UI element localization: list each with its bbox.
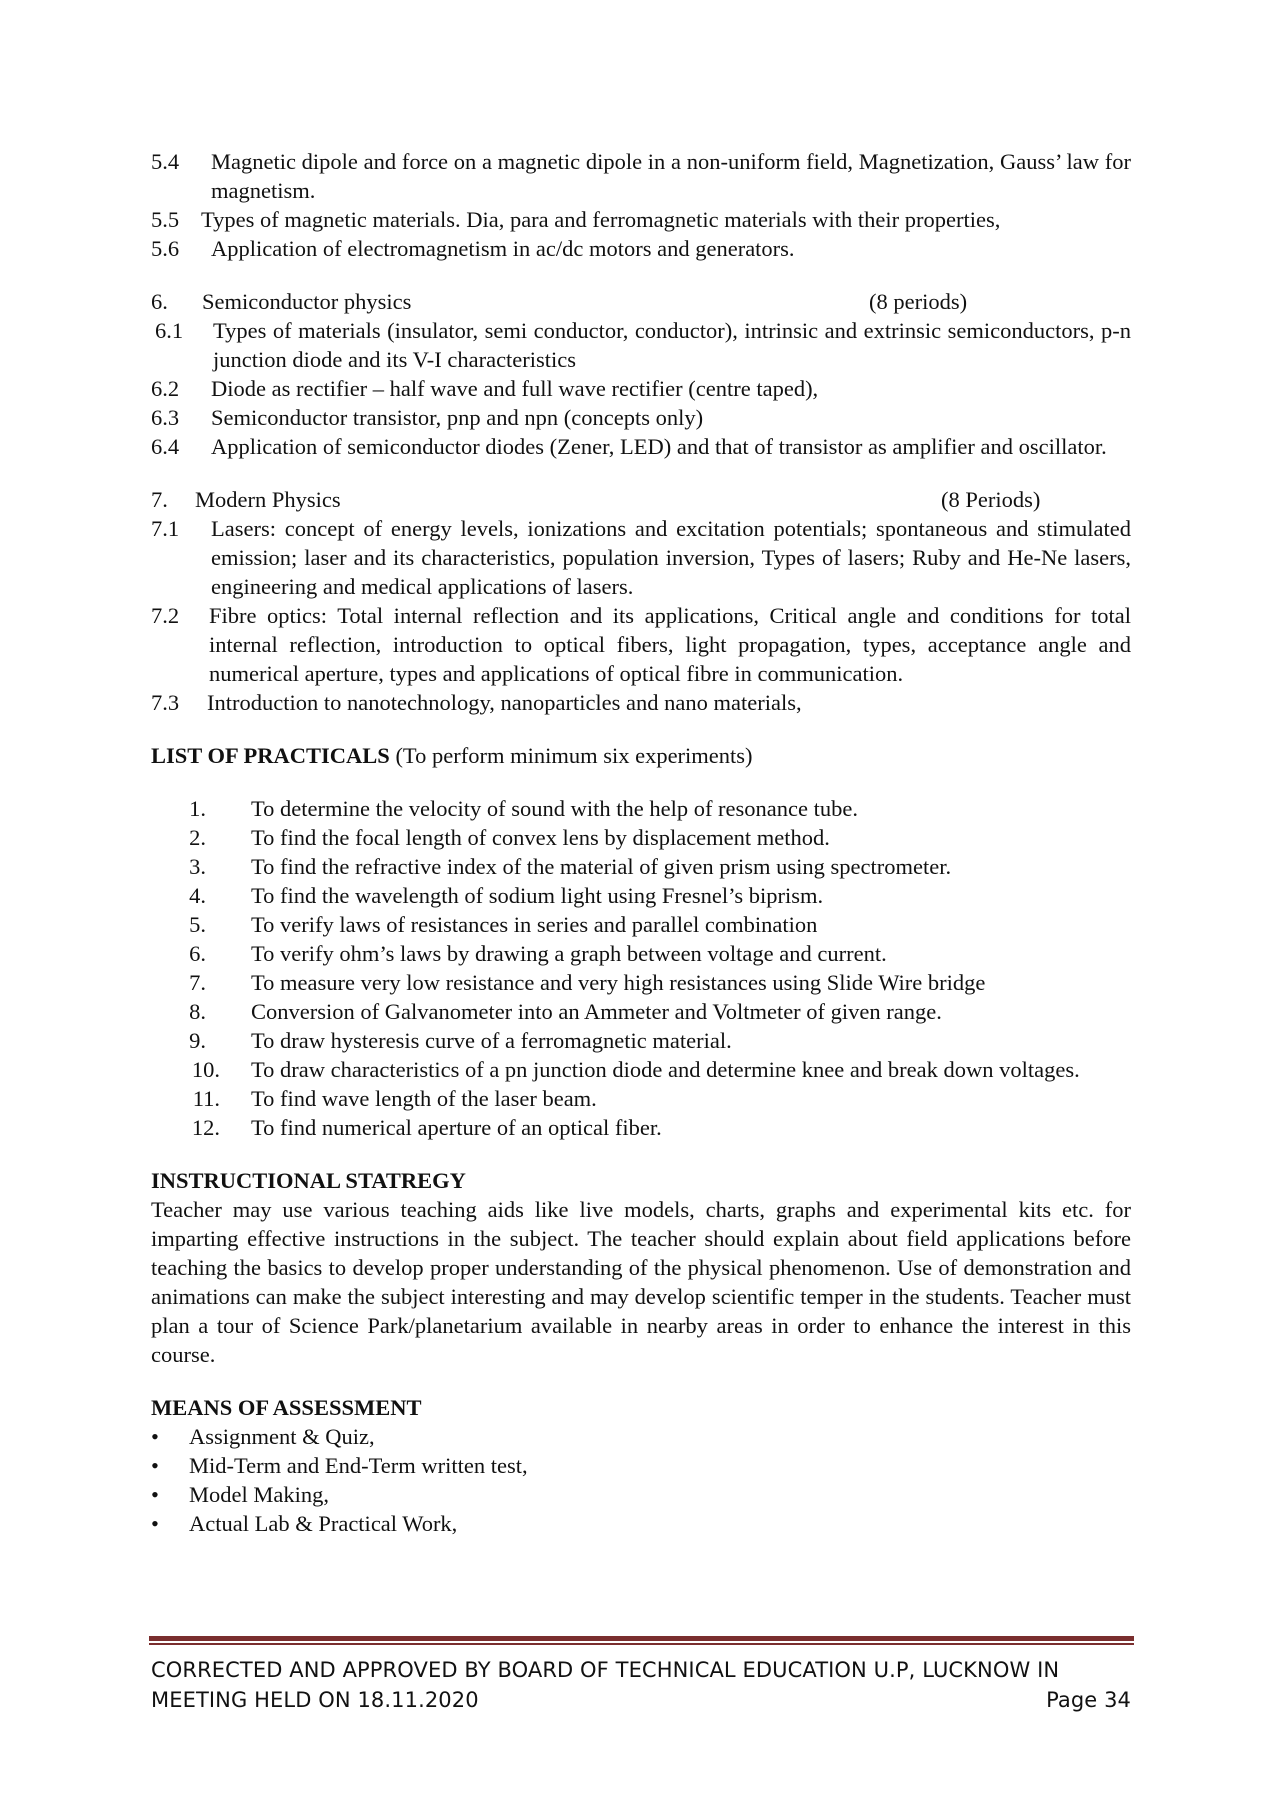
- list-item: [151, 1055, 1131, 1084]
- section-number: 7.: [151, 487, 168, 512]
- section-periods: (8 periods): [869, 289, 968, 314]
- item-number: 5.5: [151, 207, 180, 232]
- instructional-paragraph: Teacher may use various teaching aids like live models, charts, graphs and experimental kits etc. for imparting effective instructions in the subject. The teacher should explain about field applications before teaching the basics to develop proper understanding of the physical phenomenon. Use of demonstration and animations can make the subject interesting and may develop scientific temper in the students. Teacher must plan a tour of Science Park/planetarium available in nearby areas in order to enhance the interest in this course.: [151, 1197, 1131, 1367]
- list-item: [151, 910, 1131, 939]
- item-number: 1.: [189, 796, 206, 821]
- item-text: Conversion of Galvanometer into an Ammeter and Voltmeter of given range.: [251, 999, 942, 1024]
- item-number: 12.: [191, 1115, 220, 1140]
- bullet-icon: •: [151, 1511, 159, 1536]
- list-item: [151, 601, 1131, 688]
- list-item: [151, 939, 1131, 968]
- item-text: Diode as rectifier – half wave and full wave rectifier (centre taped),: [211, 376, 819, 401]
- list-item: [151, 1026, 1131, 1055]
- footer-line1: CORRECTED AND APPROVED BY BOARD OF TECHNICAL EDUCATION U.P, LUCKNOW IN: [151, 1658, 1060, 1682]
- list-item: [151, 1084, 1131, 1113]
- item-text: To draw hysteresis curve of a ferromagnetic material.: [251, 1028, 732, 1053]
- item-number: 7.1: [151, 516, 180, 541]
- item-number: 5.: [189, 912, 206, 937]
- list-item: [151, 1451, 1131, 1480]
- assessment-heading: MEANS OF ASSESSMENT: [151, 1395, 422, 1420]
- item-text: To find the refractive index of the material of given prism using spectrometer.: [251, 854, 952, 879]
- page-content: [151, 147, 1131, 1538]
- footer-divider-thin: [149, 1643, 1134, 1645]
- item-number: 10.: [191, 1057, 220, 1082]
- section-heading: [151, 485, 1131, 514]
- item-text: Lasers: concept of energy levels, ionizations and excitation potentials; spontaneous and stimulated emission; laser and its characteristics, population inversion, Types of lasers; Ruby and He-Ne lasers, engineering and medical applications of lasers.: [211, 516, 1131, 599]
- item-number: 7.3: [151, 690, 180, 715]
- item-text: Model Making,: [189, 1482, 329, 1507]
- list-item: [151, 1480, 1131, 1509]
- list-item: [151, 852, 1131, 881]
- practicals-title: LIST OF PRACTICALS: [151, 743, 390, 768]
- item-text: Types of magnetic materials. Dia, para and ferromagnetic materials with their properties,: [201, 207, 1001, 232]
- item-text: Actual Lab & Practical Work,: [189, 1511, 458, 1536]
- list-item: [151, 432, 1131, 461]
- item-number: 5.4: [151, 149, 180, 174]
- item-number: 7.: [189, 970, 206, 995]
- item-text: Application of semiconductor diodes (Zener, LED) and that of transistor as amplifier and oscillator.: [211, 434, 1107, 459]
- item-text: To measure very low resistance and very high resistances using Slide Wire bridge: [251, 970, 986, 995]
- item-number: 6.: [189, 941, 206, 966]
- item-number: 6.2: [151, 376, 180, 401]
- item-text: To determine the velocity of sound with the help of resonance tube.: [251, 796, 858, 821]
- item-text: Magnetic dipole and force on a magnetic dipole in a non-uniform field, Magnetization, Gauss’ law for magnetism.: [211, 149, 1131, 203]
- list-item: [151, 205, 1131, 234]
- item-text: Semiconductor transistor, pnp and npn (concepts only): [211, 405, 704, 430]
- item-text: Application of electromagnetism in ac/dc motors and generators.: [211, 236, 795, 261]
- practicals-heading: [151, 741, 1131, 770]
- section-title: Semiconductor physics: [202, 289, 412, 314]
- list-item: [151, 514, 1131, 601]
- list-item: [151, 147, 1131, 205]
- list-item: [151, 997, 1131, 1026]
- item-number: 5.6: [151, 236, 180, 261]
- list-item: [151, 881, 1131, 910]
- item-number: 7.2: [151, 603, 180, 628]
- item-text: Fibre optics: Total internal reflection and its applications, Critical angle and conditions for total internal reflection, introduction to optical fibers, light propagation, types, acceptance angle and numerical aperture, types and applications of optical fibre in communication.: [209, 603, 1131, 686]
- section-number: 6.: [151, 289, 168, 314]
- item-number: 6.4: [151, 434, 180, 459]
- item-text: Introduction to nanotechnology, nanoparticles and nano materials,: [207, 690, 802, 715]
- bullet-icon: •: [151, 1424, 159, 1449]
- page-number: Page 34: [1046, 1688, 1131, 1712]
- item-number: 11.: [192, 1086, 220, 1111]
- item-number: 8.: [189, 999, 206, 1024]
- footer-line2: MEETING HELD ON 18.11.2020: [151, 1688, 479, 1712]
- practicals-subtitle: (To perform minimum six experiments): [395, 743, 753, 768]
- page-footer: [151, 1655, 1131, 1715]
- list-item: [151, 374, 1131, 403]
- item-text: Assignment & Quiz,: [189, 1424, 375, 1449]
- item-number: 6.1: [155, 318, 184, 343]
- list-item: [151, 234, 1131, 263]
- item-number: 4.: [189, 883, 206, 908]
- footer-divider: [149, 1636, 1134, 1641]
- item-text: To find wave length of the laser beam.: [251, 1086, 597, 1111]
- item-text: To find numerical aperture of an optical fiber.: [251, 1115, 662, 1140]
- item-text: Types of materials (insulator, semi conductor, conductor), intrinsic and extrinsic semiconductors, p-n junction diode and its V-I characteristics: [213, 318, 1131, 372]
- item-text: To find the focal length of convex lens by displacement method.: [251, 825, 830, 850]
- item-number: 9.: [189, 1028, 206, 1053]
- item-text: To find the wavelength of sodium light using Fresnel’s biprism.: [251, 883, 824, 908]
- list-item: [151, 823, 1131, 852]
- instructional-heading: INSTRUCTIONAL STATREGY: [151, 1168, 466, 1193]
- list-item: [151, 403, 1131, 432]
- item-text: Mid-Term and End-Term written test,: [189, 1453, 528, 1478]
- section-heading: [151, 287, 1131, 316]
- list-item: [151, 316, 1131, 374]
- list-item: [151, 1113, 1131, 1142]
- item-text: To verify ohm’s laws by drawing a graph between voltage and current.: [251, 941, 887, 966]
- list-item: [151, 968, 1131, 997]
- bullet-icon: •: [151, 1482, 159, 1507]
- practicals-list: [151, 794, 1131, 1142]
- section-title: Modern Physics: [195, 487, 341, 512]
- list-item: [151, 794, 1131, 823]
- item-number: 6.3: [151, 405, 180, 430]
- list-item: [151, 688, 1131, 717]
- list-item: [151, 1509, 1131, 1538]
- item-text: To draw characteristics of a pn junction diode and determine knee and break down voltages.: [251, 1057, 1080, 1082]
- item-text: To verify laws of resistances in series and parallel combination: [251, 912, 818, 937]
- list-item: [151, 1422, 1131, 1451]
- item-number: 2.: [189, 825, 206, 850]
- section-periods: (8 Periods): [941, 487, 1041, 512]
- item-number: 3.: [189, 854, 206, 879]
- bullet-icon: •: [151, 1453, 159, 1478]
